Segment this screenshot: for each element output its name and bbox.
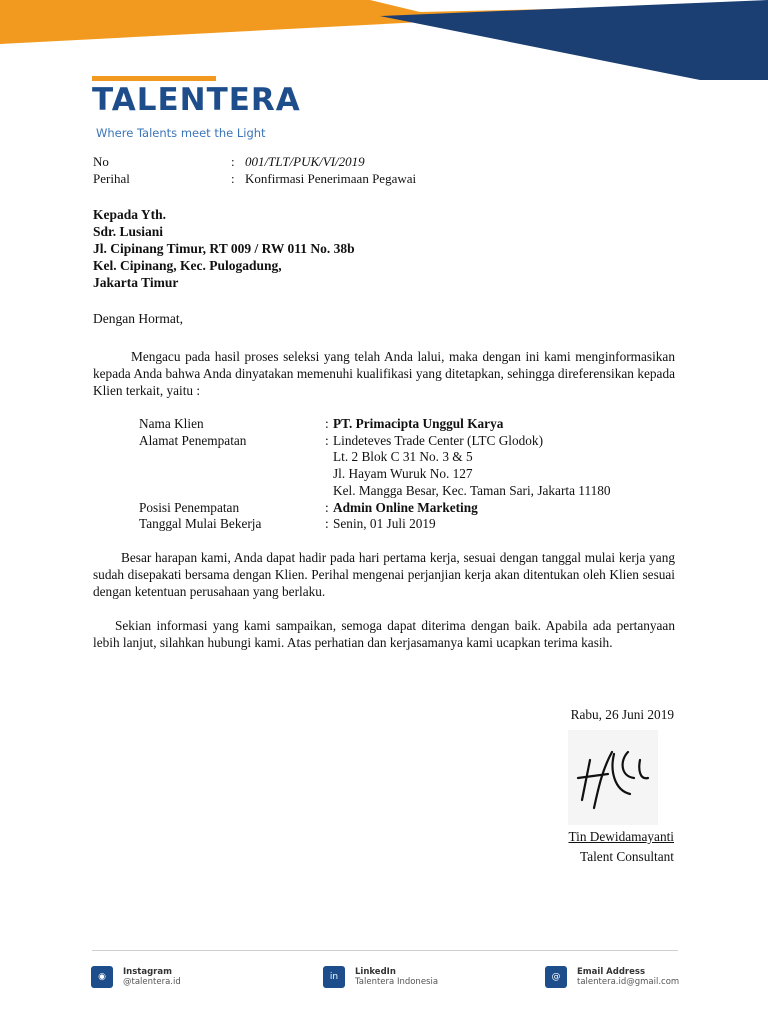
letter-number: 001/TLT/PUK/VI/2019 bbox=[245, 154, 365, 169]
instagram-icon: ◉ bbox=[91, 966, 113, 988]
separator: : bbox=[325, 416, 329, 431]
email-icon: @ bbox=[545, 966, 567, 988]
location-line: Kel. Mangga Besar, Kec. Taman Sari, Jakarta 11180 bbox=[333, 482, 611, 498]
letter-meta bbox=[93, 153, 416, 187]
logo-tagline: Where Talents meet the Light bbox=[96, 126, 266, 140]
letterhead-banner bbox=[0, 0, 768, 80]
position-value: Admin Online Marketing bbox=[333, 499, 478, 515]
footer-instagram[interactable] bbox=[91, 966, 181, 988]
paragraph-expectation: Besar harapan kami, Anda dapat hadir pada hari pertama kerja, sesuai dengan tanggal mulai kerja yang sudah disepakati bersama dengan Klien. Perihal mengenai perjanjian kerja akan ditentukan oleh Klien sesuai dengan ketentuan perusahaan yang berlaku. bbox=[93, 550, 675, 599]
perihal-label: Perihal bbox=[93, 171, 130, 186]
location-line: Jl. Hayam Wuruk No. 127 bbox=[333, 466, 473, 482]
logo-accent-bar bbox=[92, 76, 216, 81]
letter-date: Rabu, 26 Juni 2019 bbox=[570, 707, 674, 722]
linkedin-title: LinkedIn bbox=[355, 967, 396, 977]
client-label: Nama Klien bbox=[139, 416, 204, 431]
address-line: Jakarta Timur bbox=[93, 275, 179, 290]
email-address: talentera.id@gmail.com bbox=[577, 977, 680, 987]
separator: : bbox=[325, 499, 329, 515]
separator: : bbox=[325, 432, 329, 448]
footer-divider bbox=[92, 950, 678, 951]
location-line: Lt. 2 Blok C 31 No. 3 & 5 bbox=[333, 449, 473, 465]
footer-email[interactable] bbox=[545, 966, 679, 988]
linkedin-name: Talentera Indonesia bbox=[355, 977, 439, 987]
instagram-handle: @talentera.id bbox=[123, 977, 181, 987]
separator: : bbox=[325, 516, 329, 532]
address-line: Kel. Cipinang, Kec. Pulogadung, bbox=[93, 258, 282, 273]
position-label: Posisi Penempatan bbox=[139, 499, 240, 515]
footer-linkedin[interactable] bbox=[323, 966, 438, 988]
placement-details bbox=[139, 416, 611, 533]
paragraph-closing: Sekian informasi yang kami sampaikan, semoga dapat diterima dengan baik. Apabila ada pertanyaan lebih lanjut, silahkan hubungi kami. Atas perhatian dan kerjasamanya kami ucapkan terima kasih. bbox=[93, 618, 675, 650]
address-line: Jl. Cipinang Timur, RT 009 / RW 011 No. 38b bbox=[93, 241, 355, 256]
address-line: Sdr. Lusiani bbox=[93, 224, 164, 239]
logo-wordmark: TALENTERA bbox=[92, 82, 301, 118]
address-line: Kepada Yth. bbox=[93, 207, 167, 222]
location-line: Lindeteves Trade Center (LTC Glodok) bbox=[333, 432, 544, 448]
no-separator: : bbox=[231, 154, 235, 169]
linkedin-icon: in bbox=[323, 966, 345, 988]
company-logo bbox=[92, 76, 301, 140]
perihal-value: Konfirmasi Penerimaan Pegawai bbox=[245, 171, 417, 186]
greeting: Dengan Hormat, bbox=[93, 311, 183, 326]
location-label: Alamat Penempatan bbox=[139, 432, 247, 448]
recipient-address bbox=[93, 206, 355, 291]
start-date-label: Tanggal Mulai Bekerja bbox=[139, 516, 262, 532]
perihal-separator: : bbox=[231, 171, 235, 186]
signature-image bbox=[568, 730, 658, 825]
signer-name: Tin Dewidamayanti bbox=[568, 829, 674, 844]
email-title: Email Address bbox=[577, 967, 646, 977]
client-value: PT. Primacipta Unggul Karya bbox=[333, 416, 504, 431]
signer-title: Talent Consultant bbox=[580, 849, 674, 864]
start-date-value: Senin, 01 Juli 2019 bbox=[333, 516, 436, 532]
signer-block bbox=[568, 827, 674, 867]
paragraph-intro: Mengacu pada hasil proses seleksi yang telah Anda lalui, maka dengan ini kami menginformasikan kepada Anda bahwa Anda dinyatakan memenuhi kualifikasi yang ditetapkan, sehingga direferensikan kepada Klien terkait, yaitu : bbox=[93, 349, 675, 398]
no-label: No bbox=[93, 154, 109, 169]
instagram-title: Instagram bbox=[123, 967, 172, 977]
